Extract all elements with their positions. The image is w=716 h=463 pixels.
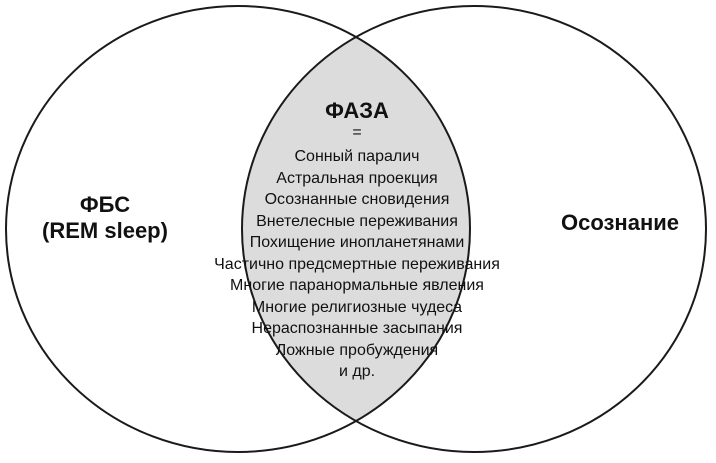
intersection-list-item: Многие паранормальные явления [230,277,484,294]
intersection-list [190,146,524,383]
intersection-list-item: Сонный паралич [294,148,420,165]
intersection-list-item: Частично предсмертные переживания [214,255,500,273]
intersection-list-item: Многие религиозные чудеса [251,298,463,316]
intersection-list-item: Осознанные сновидения [264,191,450,208]
intersection-list-item: Внетелесные переживания [256,212,458,230]
intersection-list-item: Похищение инопланетянами [249,234,465,251]
intersection-content [190,98,524,383]
right-circle-label: Осознание [560,210,679,235]
intersection-equals: = [352,124,362,141]
left-circle-label-line1: ФБС [79,192,131,217]
left-circle-label-line2: (REM sleep) [42,218,168,243]
intersection-list-item: Ложные пробуждения [275,341,439,359]
intersection-list-item: и др. [338,363,376,380]
intersection-list-item: Астральная проекция [276,169,438,187]
intersection-list-item: Нераспознанные засыпания [251,320,463,337]
intersection-title: ФАЗА [325,98,389,123]
left-circle-label [20,192,190,244]
